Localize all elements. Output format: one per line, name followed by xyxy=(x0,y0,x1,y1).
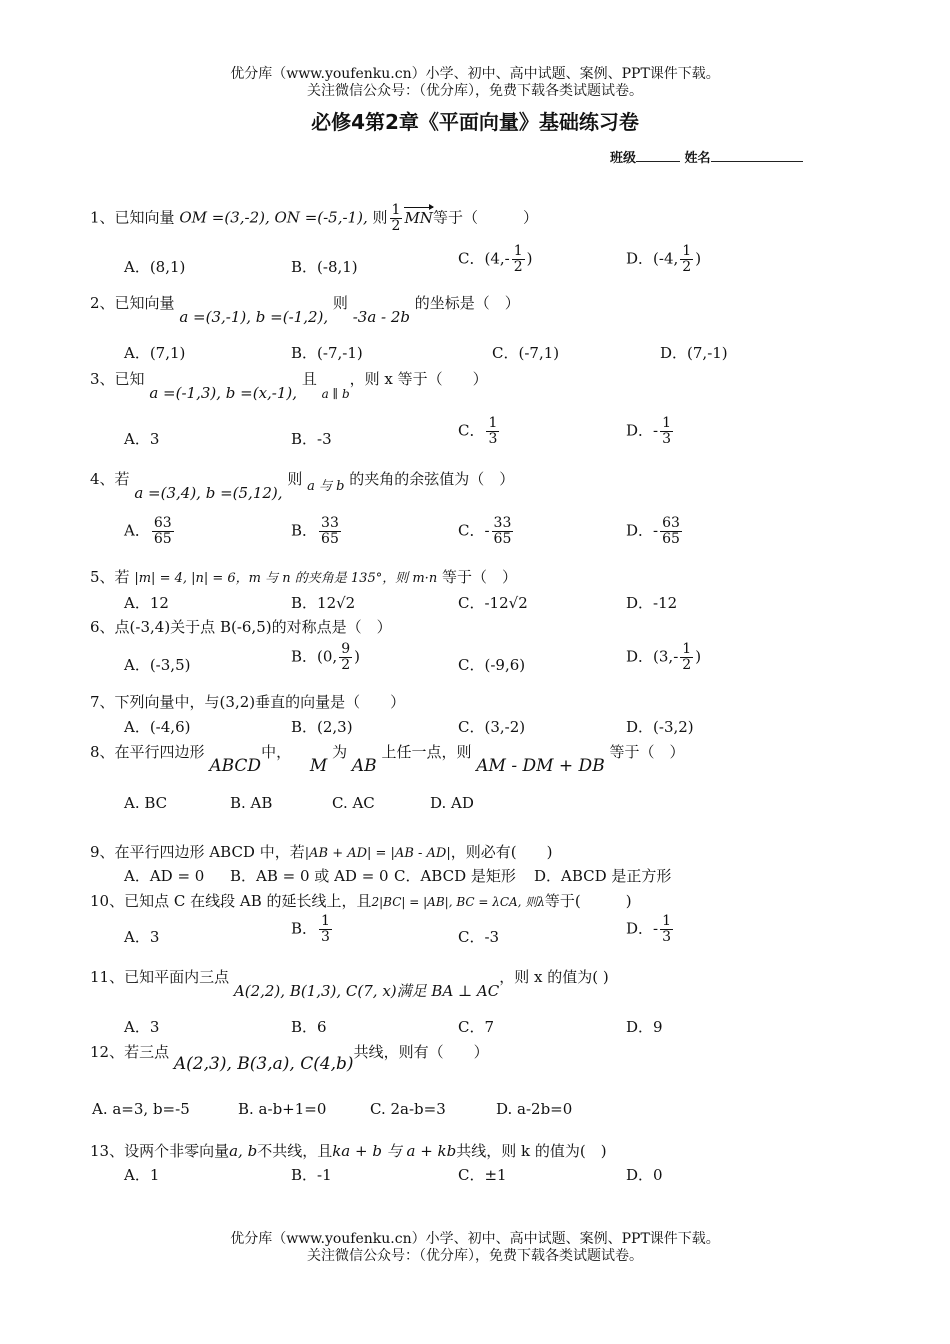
footer-line-2: 关注微信公众号：（优分库），免费下载各类试题试卷。 xyxy=(307,1248,643,1264)
option-a[interactable]: A．3 xyxy=(124,430,160,448)
question-expr: A(2,3), B(3,a), C(4,b) xyxy=(173,1054,354,1074)
option-c[interactable]: C. AC xyxy=(332,794,375,812)
header-line-2: 关注微信公众号：（优分库），免费下载各类试题试卷。 xyxy=(307,83,643,99)
question-expr: a =(3,4), b =(5,12), xyxy=(134,484,283,502)
option-b[interactable]: B． $\frac{1}{3}$ xyxy=(291,913,330,945)
option-d[interactable]: D．0 xyxy=(626,1166,663,1184)
option-a[interactable]: A．3 xyxy=(124,928,160,946)
header-line-1: 优分库（www.youfenku.cn）小学、初中、高中试题、案例、PPT课件下载。 xyxy=(230,66,720,82)
question-1 xyxy=(90,203,538,234)
option-d[interactable]: D．(-3,2) xyxy=(626,718,694,736)
question-3: 3、已知 a =(-1,3), b =(x,-1), 且 $_{a \parallel b}$，则 x 等于（ ） xyxy=(90,370,488,402)
question-tail: ，则 x 等于（ ） xyxy=(349,370,488,388)
option-b[interactable]: B．(2,3) xyxy=(291,718,353,736)
question-expr: ABCD xyxy=(209,756,262,776)
option-c[interactable]: C． $\frac{1}{3}$ xyxy=(458,415,498,447)
option-c[interactable]: C．(-7,1) xyxy=(492,344,560,362)
option-d[interactable]: D．ABCD 是正方形 xyxy=(534,867,672,885)
fraction-half: $\frac{1}{2}$ xyxy=(391,202,401,234)
option-d[interactable]: D．(-4, $\frac{1}{2}$ ) xyxy=(626,243,702,275)
option-d[interactable]: D．(7,-1) xyxy=(660,344,728,362)
option-b[interactable]: B．(-8,1) xyxy=(291,258,358,276)
option-d[interactable]: D. AD xyxy=(430,794,474,812)
class-blank[interactable] xyxy=(636,149,680,162)
option-c[interactable]: C．ABCD 是矩形 xyxy=(394,867,516,885)
option-a[interactable]: A．(8,1) xyxy=(124,258,186,276)
question-expr: a, b xyxy=(229,1142,258,1160)
question-expr: a =(3,-1), b =(-1,2), xyxy=(179,308,329,326)
option-c[interactable]: C．(3,-2) xyxy=(458,718,526,736)
question-number: 1、 xyxy=(90,208,115,227)
question-expr: a =(-1,3), b =(x,-1), xyxy=(149,384,298,402)
option-b[interactable]: B. AB xyxy=(230,794,273,812)
option-c[interactable]: C．7 xyxy=(458,1018,495,1036)
option-d[interactable]: D．-12 xyxy=(626,594,678,612)
option-c[interactable]: C．(-9,6) xyxy=(458,656,526,674)
question-tail: 等于（ ） xyxy=(609,743,685,761)
question-text: 则 xyxy=(372,208,388,227)
question-expr: A(2,2), B(1,3), C(7, x)满足 BA ⊥ AC xyxy=(233,982,500,1000)
option-c[interactable]: C．-12√2 xyxy=(458,594,528,612)
question-12: 12、若三点 A(2,3), B(3,a), C(4,b)共线，则有（ ） xyxy=(90,1043,489,1074)
option-b[interactable]: B．12√2 xyxy=(291,594,356,612)
question-tail: 共线，则有（ ） xyxy=(353,1043,489,1061)
page-title: 必修4第2章《平面向量》基础练习卷 xyxy=(311,110,639,134)
question-11: 11、已知平面内三点 A(2,2), B(1,3), C(7, x)满足 BA ⊥ AC，则 x 的值为( ) xyxy=(90,968,609,1000)
footer-line-1: 优分库（www.youfenku.cn）小学、初中、高中试题、案例、PPT课件下载。 xyxy=(230,1231,720,1247)
option-a[interactable]: A．(-3,5) xyxy=(124,656,191,674)
question-8: 8、在平行四边形 ABCD中， M 为 AB 上任一点，则 AM - DM + DB 等于（ ） xyxy=(90,743,685,776)
question-2: 2、已知向量 a =(3,-1), b =(-1,2), 则 -3a - 2b 的坐标是（ ） xyxy=(90,294,520,326)
question-expr-2: ka + b 与 a + kb xyxy=(332,1142,457,1160)
option-d[interactable]: D．- $\frac{63}{65}$ xyxy=(626,515,680,547)
class-label: 班级 xyxy=(610,151,637,166)
option-b[interactable]: B．AB = 0 或 AD = 0 xyxy=(230,867,389,885)
question-6: 6、点(-3,4)关于点 B(-6,5)的对称点是（ ） xyxy=(90,618,392,636)
option-b[interactable]: B．(-7,-1) xyxy=(291,344,363,362)
question-tail: 等于（ ） xyxy=(441,568,517,586)
option-a[interactable]: A．1 xyxy=(124,1166,160,1184)
question-expr-3: AB xyxy=(351,756,377,776)
option-a[interactable]: A．(-4,6) xyxy=(124,718,191,736)
question-9: 9、在平行四边形 ABCD 中，若|AB + AD| = |AB - AD|，则必有( ) xyxy=(90,843,553,861)
option-c[interactable]: C．-3 xyxy=(458,928,500,946)
option-b[interactable]: B．(0, $\frac{9}{2}$ ) xyxy=(291,641,360,673)
question-expr-2: a ∥ b xyxy=(321,387,350,401)
option-b[interactable]: B．6 xyxy=(291,1018,327,1036)
option-a[interactable]: A．12 xyxy=(124,594,169,612)
option-a[interactable]: A. a=3, b=-5 xyxy=(92,1100,190,1118)
name-blank[interactable] xyxy=(711,149,803,162)
question-expr: |m| = 4, |n| = 6，m 与 n 的夹角是 135°，则 m·n xyxy=(134,571,438,586)
option-c[interactable]: C．- $\frac{33}{65}$ xyxy=(458,515,512,547)
question-tail: ，则必有( ) xyxy=(450,843,553,861)
option-b[interactable]: B． $\frac{33}{65}$ xyxy=(291,515,339,547)
question-expr: |AB + AD| = |AB - AD| xyxy=(304,846,451,861)
option-c[interactable]: C. 2a-b=3 xyxy=(370,1100,446,1118)
option-d[interactable]: D．(3,- $\frac{1}{2}$ ) xyxy=(626,641,702,673)
option-b[interactable]: B．-3 xyxy=(291,430,332,448)
question-4: 4、若 a =(3,4), b =(5,12), 则 a 与 b 的夹角的余弦值为（ ） xyxy=(90,470,515,502)
option-d[interactable]: D．- $\frac{1}{3}$ xyxy=(626,913,672,945)
question-expr-2: -3a - 2b xyxy=(352,308,411,326)
question-expr-2: M xyxy=(309,756,328,776)
option-a[interactable]: A．AD = 0 xyxy=(124,867,205,885)
question-5: 5、若 |m| = 4, |n| = 6，m 与 n 的夹角是 135°，则 m·n 等于（ ） xyxy=(90,568,517,586)
question-stem: 已知向量 xyxy=(114,208,175,227)
option-a[interactable]: A． $\frac{63}{65}$ xyxy=(124,515,172,547)
question-tail: 共线，则 k 的值为( ) xyxy=(456,1142,607,1160)
option-d[interactable]: D. a-2b=0 xyxy=(496,1100,573,1118)
question-expr-4: AM - DM + DB xyxy=(476,756,605,776)
question-13: 13、设两个非零向量a, b不共线，且ka + b 与 a + kb共线，则 k 的值为( ) xyxy=(90,1142,607,1160)
question-expr: 2|BC| = |AB|, BC = λCA, 则λ xyxy=(371,895,545,909)
question-tail: 等于( ) xyxy=(544,892,632,910)
name-label: 姓名 xyxy=(684,151,711,166)
class-name-line xyxy=(610,147,803,166)
question-7: 7、下列向量中，与(3,2)垂直的向量是（ ） xyxy=(90,693,406,711)
option-c[interactable]: C．(4,- $\frac{1}{2}$ ) xyxy=(458,243,533,275)
option-a[interactable]: A. BC xyxy=(124,794,168,812)
question-tail: 的坐标是（ ） xyxy=(414,294,520,312)
question-tail: 等于（ ） xyxy=(432,208,538,227)
option-a[interactable]: A．3 xyxy=(124,1018,160,1036)
question-expr-2: a 与 b xyxy=(307,479,345,494)
option-c[interactable]: C．±1 xyxy=(458,1166,507,1184)
question-tail: 的夹角的余弦值为（ ） xyxy=(349,470,515,488)
vector-mn: MN xyxy=(404,208,433,227)
question-tail: ，则 x 的值为( ) xyxy=(499,968,609,986)
option-b[interactable]: B. a-b+1=0 xyxy=(238,1100,327,1118)
option-a[interactable]: A．(7,1) xyxy=(124,344,186,362)
option-d[interactable]: D．- $\frac{1}{3}$ xyxy=(626,415,672,447)
question-10: 10、已知点 C 在线段 AB 的延长线上，且2|BC| = |AB|, BC = λCA, 则λ等于( ) xyxy=(90,892,632,910)
option-d[interactable]: D．9 xyxy=(626,1018,663,1036)
question-expr: OM =(3,-2), ON =(-5,-1), xyxy=(179,208,368,227)
option-b[interactable]: B．-1 xyxy=(291,1166,332,1184)
